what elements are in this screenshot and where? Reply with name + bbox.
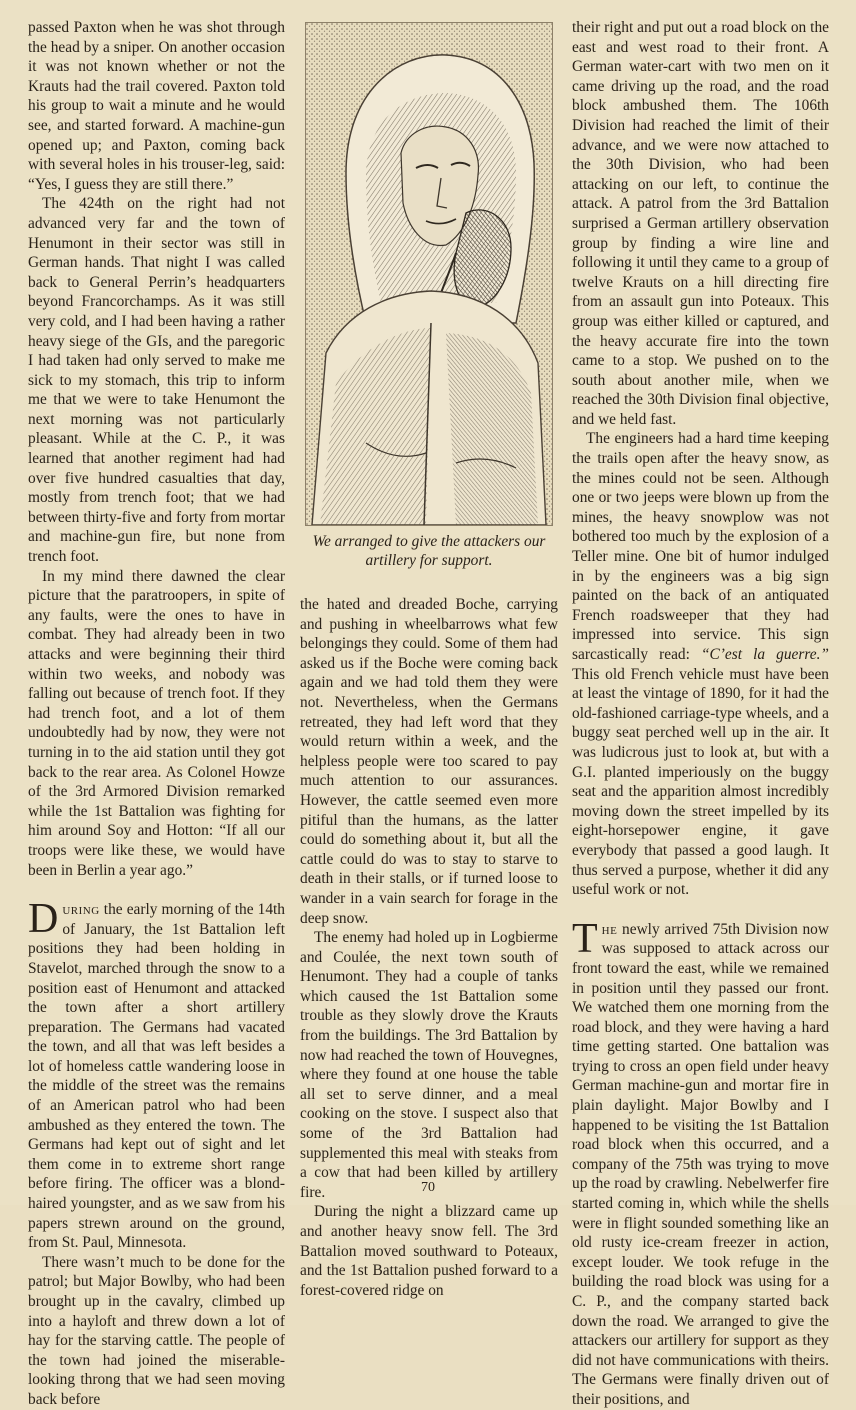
paragraph: passed Paxton when he was shot through the head by a sniper. On another occasion it was not known whether or not the Krauts had the trail covered. Paxton told his group to wait a minute and he would see, and started forward. A machine-gun opened up; and Paxton, coming back with several holes in his trouser-leg, said: “Yes, I guess they are still there.” xyxy=(28,19,285,193)
text-column-right xyxy=(572,18,829,1410)
paragraph: The enemy had holed up in Logbierme and Coulée, the next town south of Henumont. They had a couple of tanks which caused the 1st Battalion some trouble as they slowly drove the Krauts from the buildings. The 3rd Battalion by now had reached the town of Houvegnes, where they found at one house the table all set to serve dinner, and a meal cooking on the stove. I suspect also that some of the 3rd Battalion had supplemented this meal with steaks from a cow that had been killed by artillery fire. xyxy=(300,929,558,1201)
drop-cap: D xyxy=(28,896,59,943)
paragraph-body: the early morning of the 14th of January, the 1st Battalion left positions they had been holding in Stavelot, marched through the snow to a position east of Henumont and attacked the town after a short artillery preparation. The Germans had vacated the town, and all that was left besides a lot of homeless cattle wandering loose in the middle of the street was the remains of an American patrol who had been ambushed as they entered the town. The Germans had kept out of sight and let them come in to extreme short range before firing. The officer was a blond-haired youngster, and as we saw from his papers strewn around on the ground, from St. Paul, Minnesota. xyxy=(28,901,285,1252)
paragraph: The 424th on the right had not advanced very far and the town of Henumont in their sector was still in German hands. That night I was called back to General Perrin’s headquarters beyond Francorchamps. As it was still very cold, and I had been having a rather heavy siege of the GIs, and the paregoric I had taken had only served to make me sick to my stomach, this trip to inform me that we were to take Henumont the next morning was not particularly pleasant. While at the C. P., it was learned that another regiment had had over five hundred casualties that day, mostly from trench foot; that we had between thirty-five and forty from mortar and machine-gun fire, but none from trench foot. xyxy=(28,195,285,566)
paragraph-dropcap xyxy=(28,896,285,1253)
soldier-illustration xyxy=(305,22,553,526)
smallcaps-lead: uring xyxy=(62,901,100,919)
paragraph-dropcap xyxy=(572,915,829,1410)
paragraph: There wasn’t much to be done for the patrol; but Major Bowlby, who had been brought up in the cavalry, climbed up into a hayloft and threw down a lot of hay for the starving cattle. The people of the town had joined the miserable-looking throng that we had seen moving back before xyxy=(28,1253,285,1408)
paragraph: During the night a blizzard came up and another heavy snow fell. The 3rd Battalion moved southward to Poteaux, and the 1st Battalion pushed forward to a forest-covered ridge on xyxy=(300,1203,558,1299)
paragraph: the hated and dreaded Boche, carrying and pushing in wheelbarrows what few belongings they could. Some of them had asked us if the Boche were coming back again and we had told them they were not. Nevertheless, when the Germans retreated, they had left word that they would return within a week, and the helpless people were too scared to pay much attention to our assurances. However, the cattle seemed even more pitiful than the humans, as the latter could do something about it, but all the cattle could do was to stay to starve to death in their stalls, or if turned loose to wander in a vain search for forage in the deep snow. xyxy=(300,596,558,927)
soldier-sketch-image xyxy=(306,23,552,525)
paragraph-body: The engineers had a hard time keeping the trails open after the heavy snow, as the mines could not be seen. Although one or two jeeps were blown up from the mines, the heavy snowplow was not bothered too much by the explosion of a Teller mine. One bit of humor indulged in by the engineers was a big sign painted on the back of an antiquated French roadsweeper that they had impressed into service. This sign sarcastically read: xyxy=(572,430,829,663)
french-quote: “C’est la guerre.” xyxy=(700,646,829,663)
paragraph: In my mind there dawned the clear picture that the paratroopers, in spite of any faults, were the ones to have in combat. They had already been in two attacks and were beginning their third within two weeks, and nobody was falling out because of trench foot. If they had trench foot, and a lot of them undoubtedly had by now, they were not turning in to the aid station until they got back to the rear area. As Colonel Howze of the 3rd Armored Division remarked while the 1st Battalion was fighting for him around Soy and Hotton: “If all our troops were like these, we would have been in Berlin a year ago.” xyxy=(28,567,285,879)
paragraph-body: newly arrived 75th Division now was supposed to attack across our front toward the east, while we remained in position until they passed our front. We watched them one morning from the road block, and they were having a hard time getting started. One battalion was trying to cross an open field under heavy German machine-gun and mortar fire in plain daylight. Major Bowlby and I happened to be visiting the 1st Battalion road block when this occurred, and a company of the 75th was trying to move up the road by crawling. Nebelwerfer fire started coming in, which while the shells were in flight sounded something like an old rusty ice-cream freezer in action, except louder. We took refuge in the building the road block was using for a C. P., and the company started back down the road. We arranged to give the attackers our artillery for support as they did not have communications with theirs. The Germans were finally driven out of their positions, and xyxy=(572,920,829,1408)
paragraph-body: This old French vehicle must have been at least the vintage of 1890, for it had the old-fashioned carriage-type wheels, and a buggy seat perched well up in the air. It was ludicrous just to look at, but with a G.I. planted imperiously on the buggy seat and the apparition almost incredibly moving down the street impelled by its eight-horsepower engine, it gave everybody that passed a good laugh. It thus served a purpose, whether it did any useful work or not. xyxy=(572,665,829,899)
paragraph xyxy=(572,429,829,899)
text-column-left xyxy=(28,18,285,1410)
page-number: 70 xyxy=(421,1180,435,1195)
smallcaps-lead: he xyxy=(601,920,618,938)
illustration-caption: We arranged to give the attackers our artillery for support. xyxy=(312,533,546,569)
drop-cap: T xyxy=(572,915,598,962)
paragraph: their right and put out a road block on the east and west road to their front. A German water-cart with two men on it came driving up the road, and the road block ambushed them. The 106th Division had reached the limit of their advance, and we were now attached to the 30th Division, who had been attacking on our left, to continue the attack. A patrol from the 3rd Battalion surprised a German artillery observation group by finding a wire line and following it until they came to a group of twelve Krauts on a hill directing fire from an assault gun into Poteaux. This group was either killed or captured, and the heavy accurate fire into the town came to a stop. We pushed on to the south about another mile, when we reached the 30th Division final objective, and we held fast. xyxy=(572,19,829,428)
